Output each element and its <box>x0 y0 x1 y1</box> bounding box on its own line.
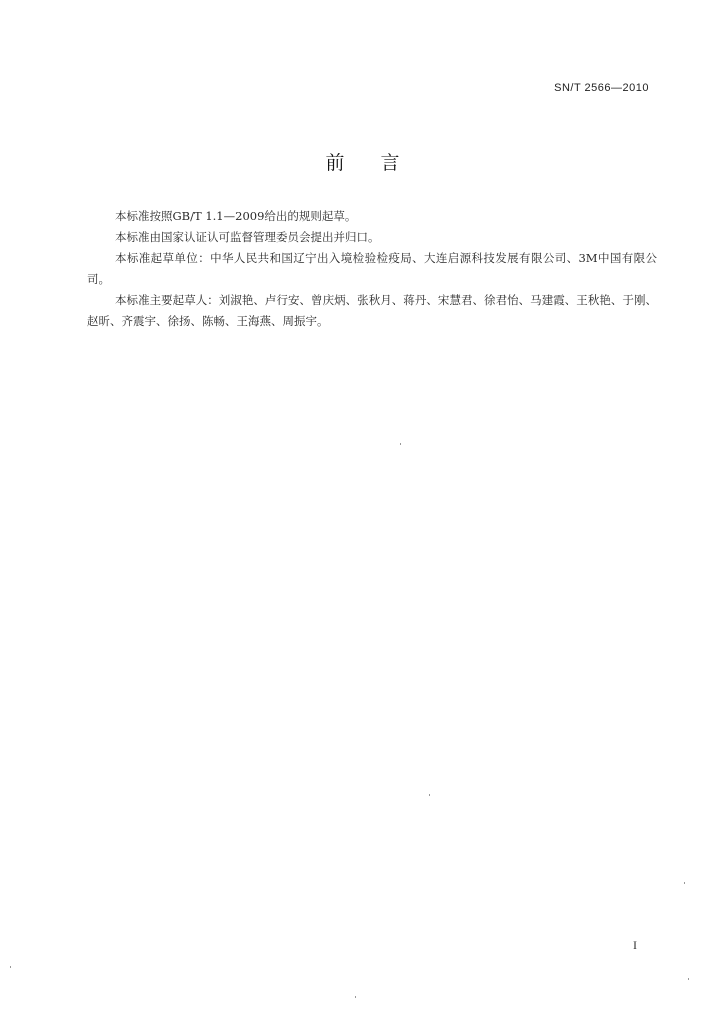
scan-speck <box>684 882 685 884</box>
standard-number: SN/T 2566—2010 <box>554 82 649 94</box>
scan-speck <box>688 978 689 980</box>
page-title: 前言 <box>325 152 436 174</box>
scan-speck <box>10 966 11 968</box>
paragraph-drafters: 本标准主要起草人：刘淑艳、卢行安、曾庆炳、张秋月、蒋丹、宋慧君、徐君怡、马建霞、王秋艳、于刚、赵昕、齐震宇、徐扬、陈畅、王海燕、周振宇。 <box>87 293 657 328</box>
scan-speck <box>429 794 430 796</box>
scan-speck <box>355 996 356 998</box>
paragraph-drafting-rules: 本标准按照GB/T 1.1—2009给出的规则起草。 <box>115 209 357 223</box>
foreword-body <box>87 206 657 332</box>
paragraph-drafting-units: 本标准起草单位：中华人民共和国辽宁出入境检验检疫局、大连启源科技发展有限公司、3M中国有限公司。 <box>87 251 657 286</box>
paragraph-proposer: 本标准由国家认证认可监督管理委员会提出并归口。 <box>115 230 380 244</box>
scan-speck <box>400 443 401 445</box>
page-number: I <box>633 938 637 952</box>
